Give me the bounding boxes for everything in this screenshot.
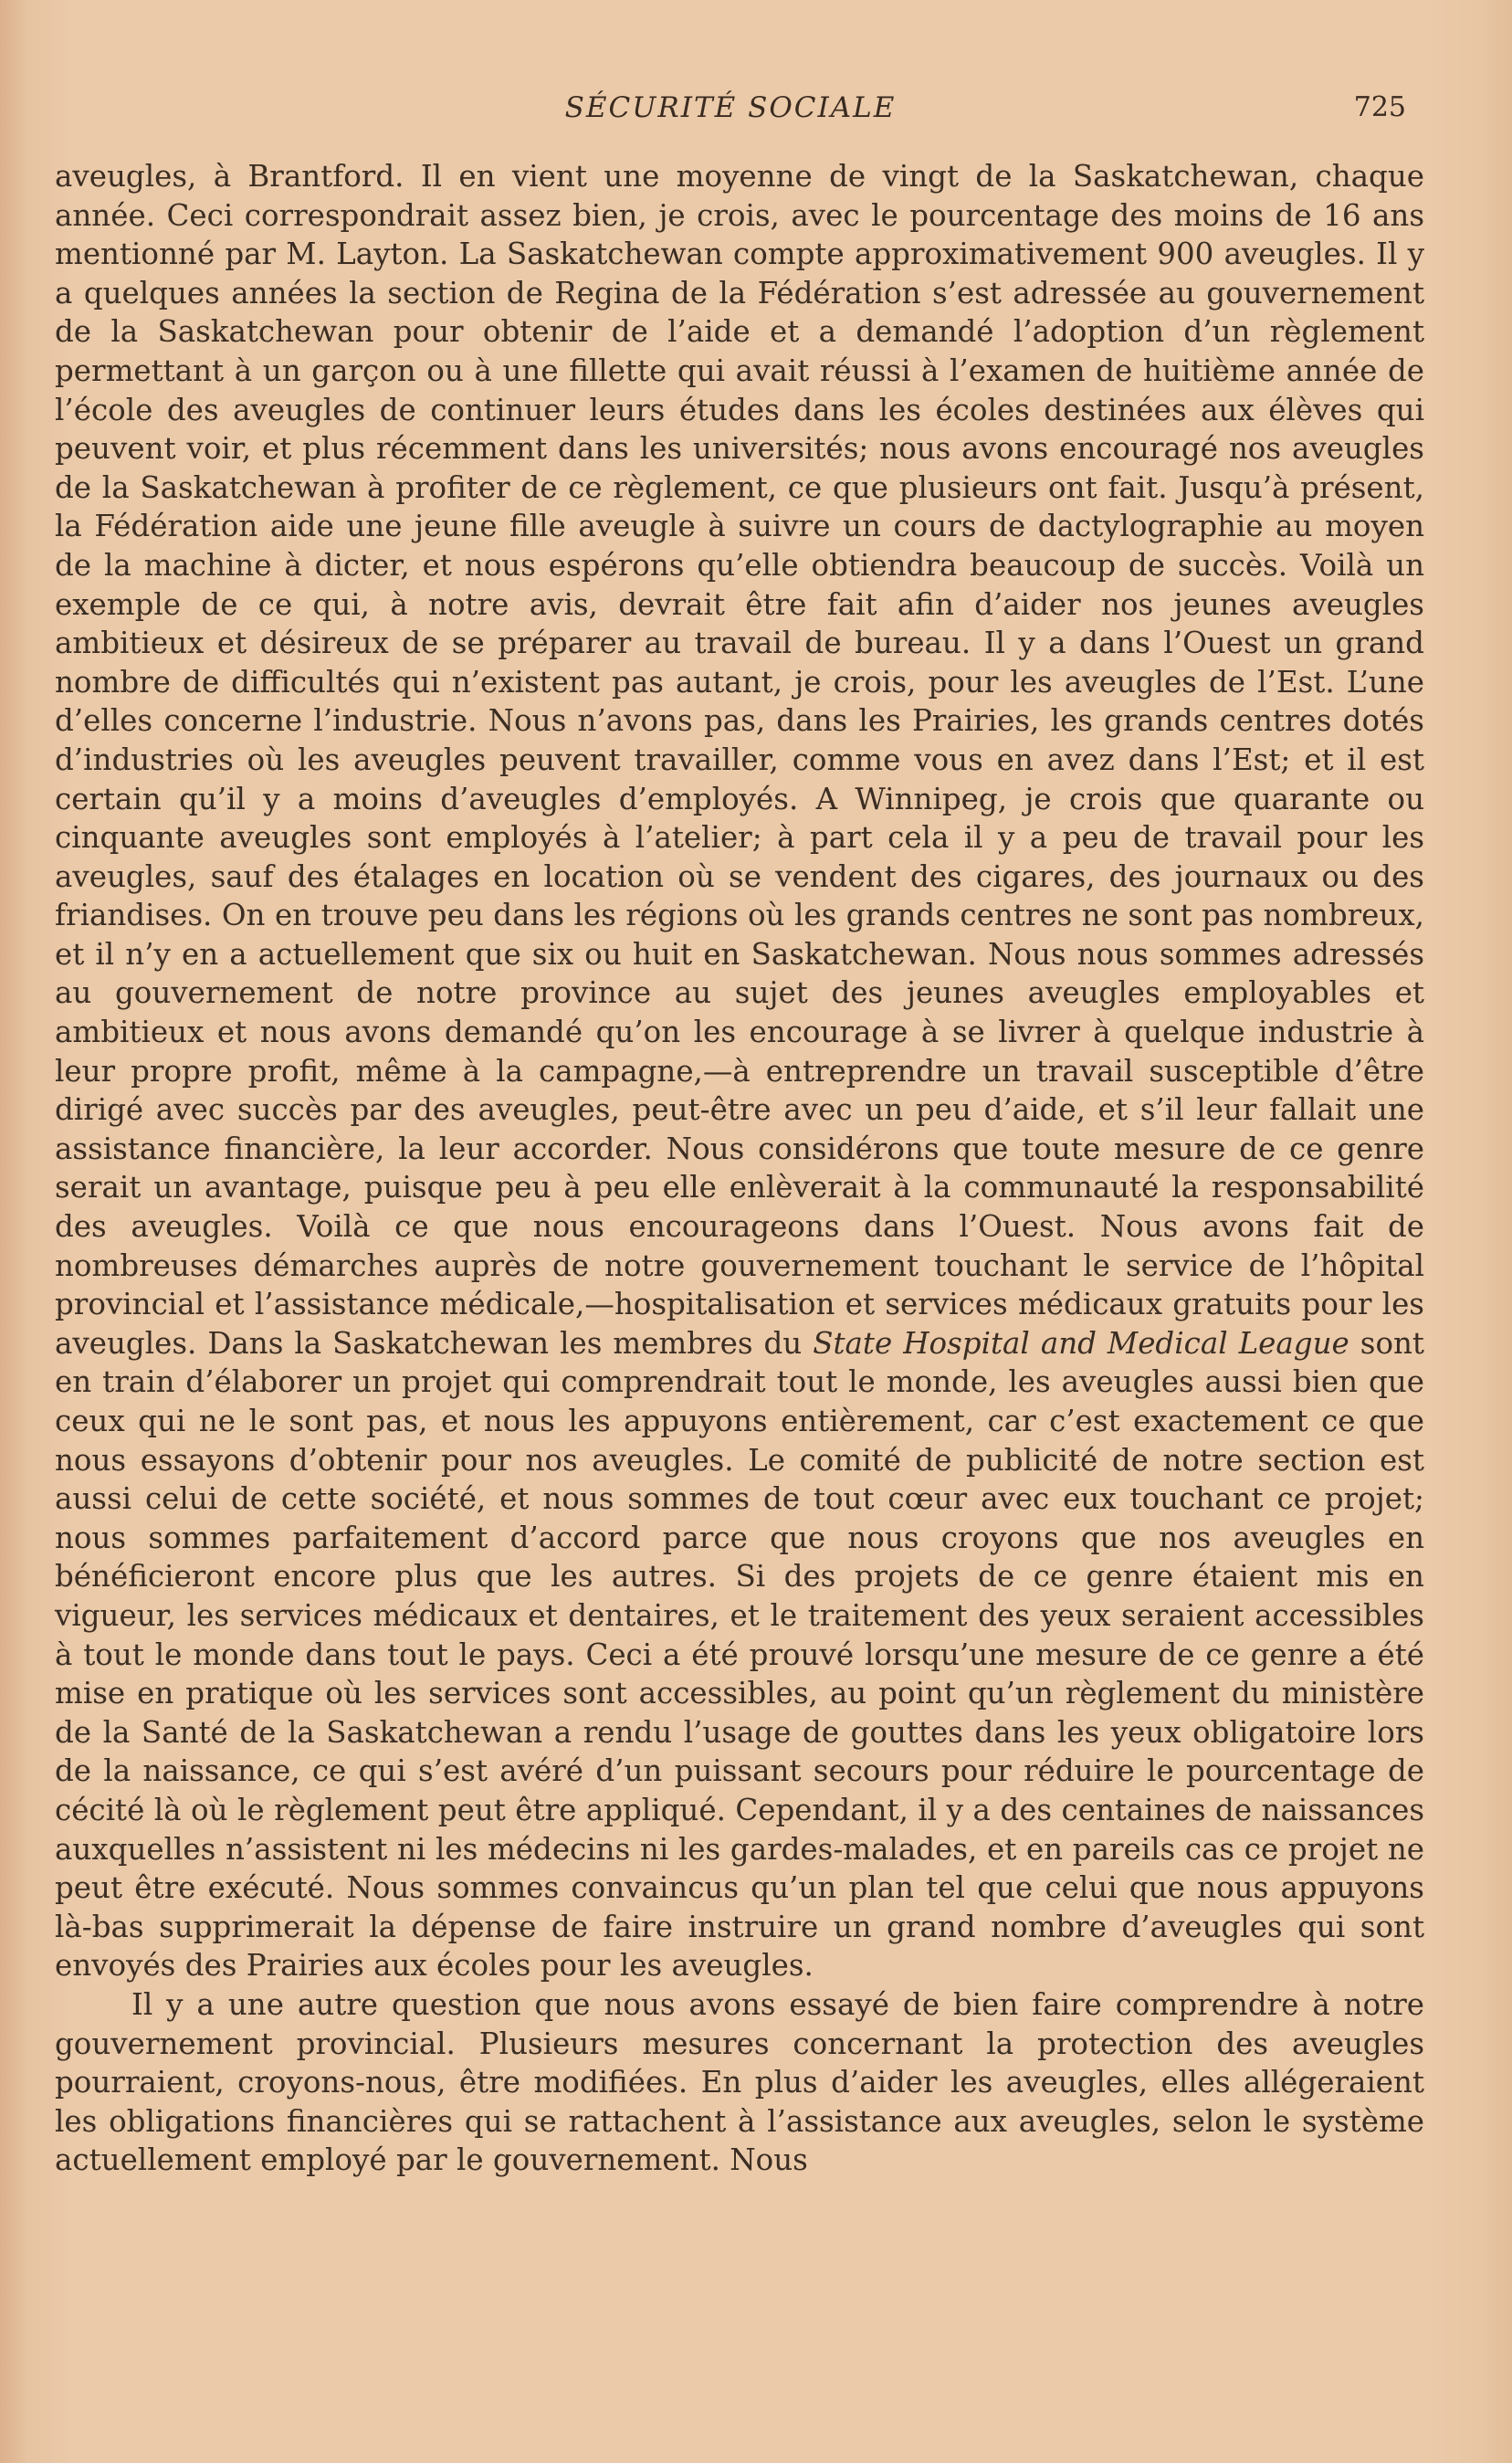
paragraph	[55, 157, 1424, 1985]
running-head: SÉCURITÉ SOCIALE	[564, 91, 897, 124]
page-number: 725	[1353, 91, 1406, 123]
organization-name: State Hospital and Medical League	[813, 1325, 1349, 1361]
paragraph	[55, 1985, 1424, 2180]
text-run: aveugles, à Brantford. Il en vient une moyenne de vingt de la Saskatchewan, chaque année. Ceci correspondrait assez bien, je crois, avec le pourcentage des moins de 16 ans mentionné par M. Layton. La Saskatchewan compte approximativement 900 aveugles. Il y a quelques années la section de Regina de la Fédération s’est adressée au gouvernement de la Saskatchewan pour obtenir de l’aide et a demandé l’adoption d’un règlement permettant à un garçon ou à une fillette qui avait réussi à l’examen de huitième année de l’école des aveugles de continuer leurs études dans les écoles destinées aux élèves qui peuvent voir, et plus récemment dans les universités; nous avons encouragé nos aveugles de la Saskatchewan à profiter de ce règlement, ce que plusieurs ont fait. Jusqu’à présent, la Fédération aide une jeune fille aveugle à suivre un cours de dactylographie au moyen de la machine à dicter, et nous espérons qu’elle obtiendra beaucoup de succès. Voilà un exemple de ce qui, à notre avis, devrait être fait afin d’aider nos jeunes aveugles ambitieux et désireux de se préparer au travail de bureau. Il y a dans l’Ouest un grand nombre de difficultés qui n’existent pas autant, je crois, pour les aveugles de l’Est. L’une d’elles concerne l’industrie. Nous n’avons pas, dans les Prairies, les grands centres dotés d’industries où les aveugles peuvent travailler, comme vous en avez dans l’Est; et il est certain qu’il y a moins d’aveugles d’employés. A Winnipeg, je crois que quarante ou cinquante aveugles sont employés à l’atelier; à part cela il y a peu de travail pour les aveugles, sauf des étalages en location où se vendent des cigares, des journaux ou des friandises. On en trouve peu dans les régions où les grands centres ne sont pas nombreux, et il n’y en a actuellement que six ou huit en Saskatchewan. Nous nous sommes adressés au gouvernement de notre province au sujet des jeunes aveugles employables et ambitieux et nous avons demandé qu’on les encourage à se livrer à quelque industrie à leur propre profit, même à la campagne,—à entreprendre un travail susceptible d’être dirigé avec succès par des aveugles, peut-être avec un peu d’aide, et s’il leur fallait une assistance financière, la leur accorder. Nous considérons que toute mesure de ce genre serait un avantage, puisque peu à peu elle enlèverait à la communauté la responsabilité des aveugles. Voilà ce que nous encourageons dans l’Ouest. Nous avons fait de nombreuses démarches auprès de notre gouvernement touchant le service de l’hôpital provincial et l’assistance médicale,—hospitalisation et services médicaux gratuits pour les aveugles. Dans la Saskatchewan les membres du	[55, 159, 1424, 1361]
body-text	[55, 157, 1424, 2180]
page-header	[55, 88, 1406, 133]
text-run: Il y a une autre question que nous avons essayé de bien faire comprendre à notre gouvernement provincial. Plusieurs mesures concernant la protection des aveugles pourraient, croyons-nous, être modifiées. En plus d’aider les aveugles, elles allégeraient les obligations financières qui se rattachent à l’assistance aux aveugles, selon le système actuellement employé par le gouvernement. Nous	[55, 1986, 1424, 2178]
text-run: sont en train d’élaborer un projet qui comprendrait tout le monde, les aveugles aussi bien que ceux qui ne le sont pas, et nous les appuyons entièrement, car c’est exactement ce que nous essayons d’obtenir pour nos aveugles. Le comité de publicité de notre section est aussi celui de cette société, et nous sommes de tout cœur avec eux touchant ce projet; nous sommes parfaitement d’accord parce que nous croyons que nos aveugles en bénéficieront encore plus que les autres. Si des projets de ce genre étaient mis en vigueur, les services médicaux et dentaires, et le traitement des yeux seraient accessibles à tout le monde dans tout le pays. Ceci a été prouvé lorsqu’une mesure de ce genre a été mise en pratique où les services sont accessibles, au point qu’un règlement du ministère de la Santé de la Saskatchewan a rendu l’usage de gouttes dans les yeux obligatoire lors de la naissance, ce qui s’est avéré d’un puissant secours pour réduire le pourcentage de cécité là où le règlement peut être appliqué. Cependant, il y a des centaines de naissances auxquelles n’assistent ni les médecins ni les gardes-malades, et en pareils cas ce projet ne peut être exécuté. Nous sommes convaincus qu’un plan tel que celui que nous appuyons là-bas supprimerait la dépense de faire instruire un grand nombre d’aveugles qui sont envoyés des Prairies aux écoles pour les aveugles.	[55, 1325, 1424, 1984]
